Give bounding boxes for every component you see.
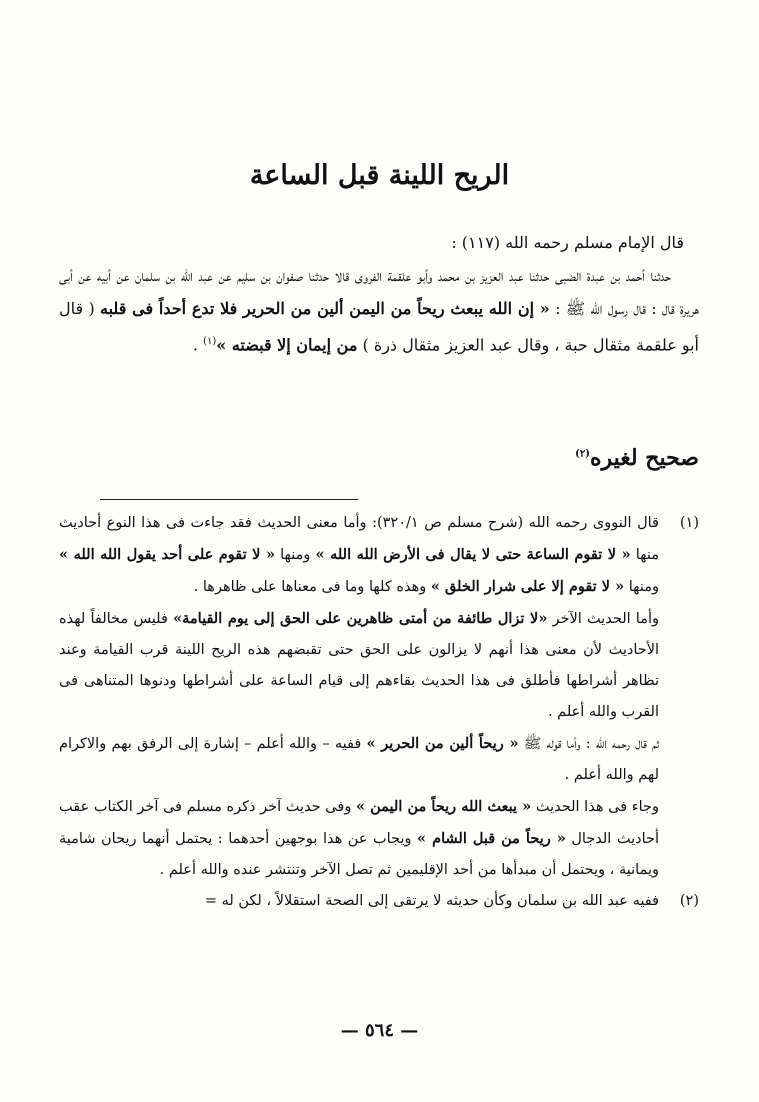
- quoted-hadith: « ريحاً ألين من الحرير »: [366, 735, 519, 752]
- footnote-number: (٢): [679, 893, 699, 909]
- isnad-note: ( قال أبو علقمة مثقال حبة ، وقال عبد العزيز مثقال ذرة ): [59, 299, 699, 355]
- footnote-text: ففيه – والله أعلم – إشارة إلى الرفق بهم والاكرام لهم والله أعلم .: [59, 736, 659, 783]
- matn-text: « إن الله يبعث ريحاً من اليمن ألين من الحرير فلا تدع أحداً فى قلبه: [100, 299, 550, 318]
- hadith-text: [59, 259, 699, 361]
- footnote-ref: (١): [203, 336, 217, 347]
- footnote-paragraph: [59, 791, 659, 886]
- footnote-text: وهذه كلها وما فى معناها على ظاهرها .: [193, 579, 431, 595]
- quoted-hadith: « يبعث الله ريحاً من اليمن »: [355, 798, 532, 815]
- matn-text-end: من إيمان إلا قبضته »: [216, 335, 358, 355]
- grade-text: صحيح لغيره: [589, 445, 699, 471]
- quoted-hadith: « لا تقوم على أحد يقول الله الله »: [59, 546, 276, 563]
- footnote-text: ثم قال رحمه الله : وأما قوله ﷺ: [518, 736, 659, 752]
- quoted-hadith: « لا تقوم الساعة حتى لا يقال فى الأرض الله الله »: [315, 546, 631, 563]
- hadith-body: [59, 226, 699, 361]
- hadith-grade: [575, 445, 699, 471]
- footnote-text: وأما الحديث الآخر: [547, 611, 660, 627]
- footnote-number: (١): [679, 515, 699, 531]
- grade-footnote-ref: (٢): [575, 448, 590, 460]
- footnote-text: وفى حديث آخر ذكره مسلم فى آخر الكتاب عقب أحاديث الدجال: [59, 799, 659, 847]
- isnad-text: حدثنا أحمد بن عبدة الضبى حدثنا عبد العزيز بن محمد وأبو علقمة الفروى قالا حدثنا صفوان بن سليم عن عبد الله بن سلمان عن أبيه عن أبى هريرة قال : قال رسول الله ﷺ :: [59, 266, 699, 318]
- footnote-paragraph: [59, 508, 659, 603]
- hadith-end: .: [192, 335, 204, 355]
- footnote-text: ففيه عبد الله بن سلمان وكأن حديثه لا يرتقى إلى الصحة استقلالاً ، لكن له =: [204, 893, 659, 909]
- footnote: [59, 508, 699, 886]
- footnote-paragraph: [59, 603, 659, 728]
- page-number: — ٥٦٤ —: [340, 1020, 419, 1041]
- footnote-text: ومنها: [624, 579, 659, 595]
- quoted-hadith: « ريحاً من قبل الشام »: [417, 830, 566, 847]
- quoted-hadith: «لا تزال طائفة من أمتى ظاهرين على الحق إلى يوم القيامة»: [173, 610, 548, 627]
- footnote-paragraph: [59, 886, 659, 917]
- footnote-text: قال النووى رحمه الله (شرح مسلم ص ٣٢٠/١): وأما معنى الحديث فقد جاءت فى هذا النوع أحاديث منها: [59, 515, 660, 563]
- footnote-text: فليس مخالفاً لهذه الأحاديث لأن معنى هذا أنهم لا يزالون على الحق حتى تقبضهم هذه الريح اللينة قرب القيامة وعند تظاهر أشراطها فأطلق فى هذا الحديث بقاءهم إلى قيام الساعة على أشراطها ودنوها المتناهى فى القرب والله أعلم .: [59, 611, 659, 720]
- footnote-paragraph: [59, 728, 659, 791]
- footnote-text: وجاء فى هذا الحديث: [531, 799, 659, 815]
- quoted-hadith: « لا تقوم إلا على شرار الخلق »: [430, 578, 625, 595]
- footnotes: [59, 508, 699, 917]
- footnote-text: ومنها: [275, 547, 316, 563]
- footnote-text: ويجاب عن هذا بوجهين أحدهما : يحتمل أنهما ريحان شامية ويمانية ، ويحتمل أن مبدأها من أحد الإقليمين ثم تصل الآخر وتنتشر عنده والله أعلم .: [59, 831, 659, 878]
- footnote-divider: [100, 499, 358, 500]
- chapter-title: الريح اللينة قبل الساعة: [249, 160, 510, 191]
- footnote: [59, 886, 699, 917]
- hadith-intro: قال الإمام مسلم رحمه الله (١١٧) :: [451, 233, 684, 252]
